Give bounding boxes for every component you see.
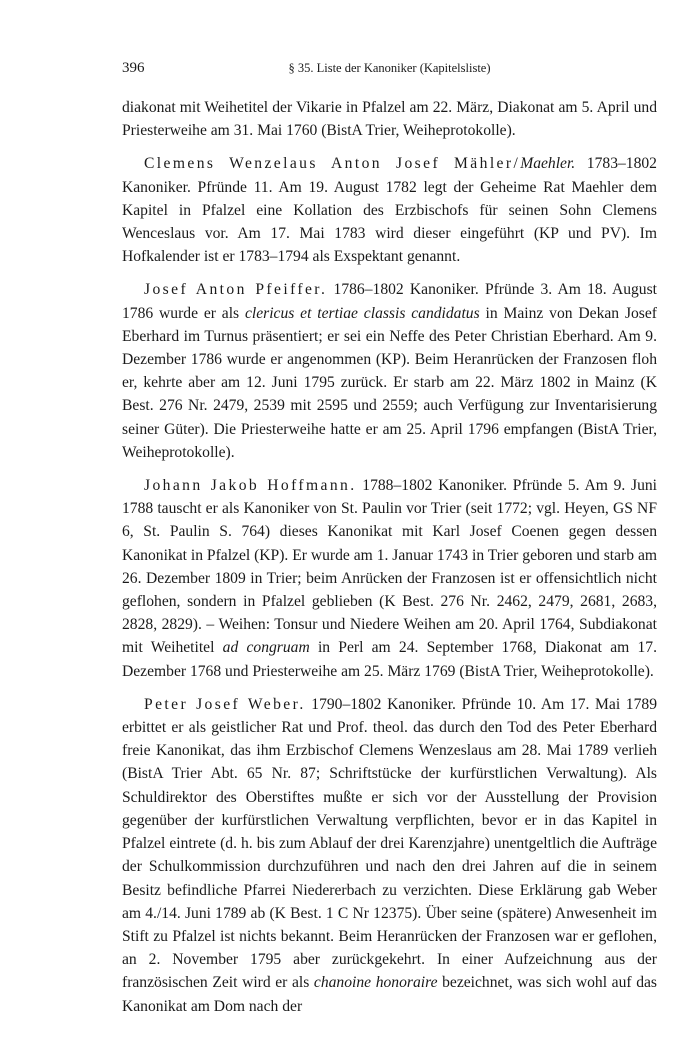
entry-name: Johann Jakob Hoffmann. [144, 477, 357, 495]
entry-name-variant: Maehler. [520, 155, 576, 173]
page-header [122, 60, 657, 84]
paragraph-continuation [122, 96, 657, 142]
entry-text-continued: in Mainz von Dekan Josef Eberhard im Turnus präsentiert; er sei ein Neffe des Peter Christian Eberhard. Am 9. Dezember 1786 wurde er angenommen (KP). Beim Heranrücken der Franzosen floh er, kehrte aber am 12. Juni 1795 zurück. Er starb am 22. März 1802 in Mainz (K Best. 276 Nr. 2479, 2539 mit 2595 und 2559; auch Verfügung zur Inventarisierung seiner Güter). Die Priesterweihe hatte er am 25. April 1796 empfangen (BistA Trier, Weiheprotokolle). [122, 304, 657, 461]
latin-phrase: ad congruam [222, 639, 310, 657]
latin-phrase: chanoine honoraire [313, 974, 438, 992]
entry-text-continued: in Perl am 24. September 1768, Diakonat am 17. Dezember 1768 und Priesterweihe am 25. März 1769 (BistA Trier, Weiheprotokolle). [122, 639, 657, 680]
latin-phrase: clericus et tertiae classis candidatus [244, 304, 480, 322]
entry-text: 1786–1802 Kanoniker. Pfründe 3. Am 18. August 1786 wurde er als [122, 281, 657, 322]
entry-text-continued: bezeichnet, was sich wohl auf das Kanonikat am Dom nach der [122, 974, 657, 1015]
page-number: 396 [122, 60, 145, 76]
entry-name: Josef Anton Pfeiffer. [144, 281, 328, 299]
paragraph-text: diakonat mit Weihetitel der Vikarie in Pfalzel am 22. März, Diakonat am 5. April und Priesterweihe am 31. Mai 1760 (BistA Trier, Weiheprotokolle). [122, 99, 657, 140]
entry-mahler [122, 152, 657, 268]
entry-text: 1788–1802 Kanoniker. Pfründe 5. Am 9. Juni 1788 tauscht er als Kanoniker von St. Paulin vor Trier (seit 1772; vgl. Heyen, GS NF 6, St. Paulin S. 764) dieses Kanonikat mit Karl Josef Coenen gegen dessen Kanonikat in Pfalzel (KP). Er wurde am 1. Januar 1743 in Trier geboren und starb am 26. Dezember 1809 in Trier; beim Anrücken der Franzosen ist er offensichtlich nicht geflohen, sondern in Pfalzel geblieben (K Best. 276 Nr. 2462, 2479, 2681, 2683, 2828, 2829). – Weihen: Tonsur und Niedere Weihen am 20. April 1764, Subdiakonat mit Weihetitel [122, 477, 658, 657]
entry-text: 1790–1802 Kanoniker. Pfründe 10. Am 17. Mai 1789 erbittet er als geistlicher Rat und Prof. theol. das durch den Tod des Peter Eberhard freie Kanonikat, das ihm Erzbischof Clemens Wenzeslaus am 28. Mai 1789 verlieh (BistA Trier Abt. 65 Nr. 87; Schriftstücke der kurfürstlichen Verwaltung). Als Schuldirektor des Oberstiftes mußte er sich vor der Ausstellung der Provision gegenüber der kurfürstlichen Verwaltung verpflichten, bevor er in das Kapitel in Pfalzel eintrete (d. h. bis zum Ablauf der drei Karenzjahre) unentgeltlich die Aufträge der Schulkommission durchzuführen und nach den drei Jahren auf die in seinem Besitz befindliche Pfarrei Niedererbach zu verzichten. Diese Erklärung gab Weber am 4./14. Juni 1789 ab (K Best. 1 C Nr 12375). Über seine (spätere) Anwesenheit im Stift zu Pfalzel ist nichts bekannt. Beim Heranrücken der Franzosen war er geflohen, an 2. November 1795 aber zurückgekehrt. In einer Aufzeichnung aus der französischen Zeit wird er als [122, 695, 657, 992]
book-page [122, 60, 657, 1028]
entry-pfeiffer [122, 278, 657, 464]
entry-weber [122, 693, 657, 1018]
entry-hoffmann [122, 474, 657, 683]
running-head: § 35. Liste der Kanoniker (Kapitelsliste) [288, 61, 491, 75]
entry-text: 1783–1802 Kanoniker. Pfründe 11. Am 19. August 1782 legt der Geheime Rat Maehler dem Kapitel in Pfalzel eine Kollation des Erzbischofs für seinen Sohn Clemens Wenceslaus vor. Am 17. Mai 1783 wird dieser eingeführt (KP und PV). Im Hofkalender ist er 1783–1794 als Exspektant genannt. [122, 155, 657, 266]
body-text [122, 96, 657, 1018]
entry-name: Peter Josef Weber. [144, 695, 306, 713]
entry-name: Clemens Wenzelaus Anton Josef Mähler/ [144, 155, 521, 173]
